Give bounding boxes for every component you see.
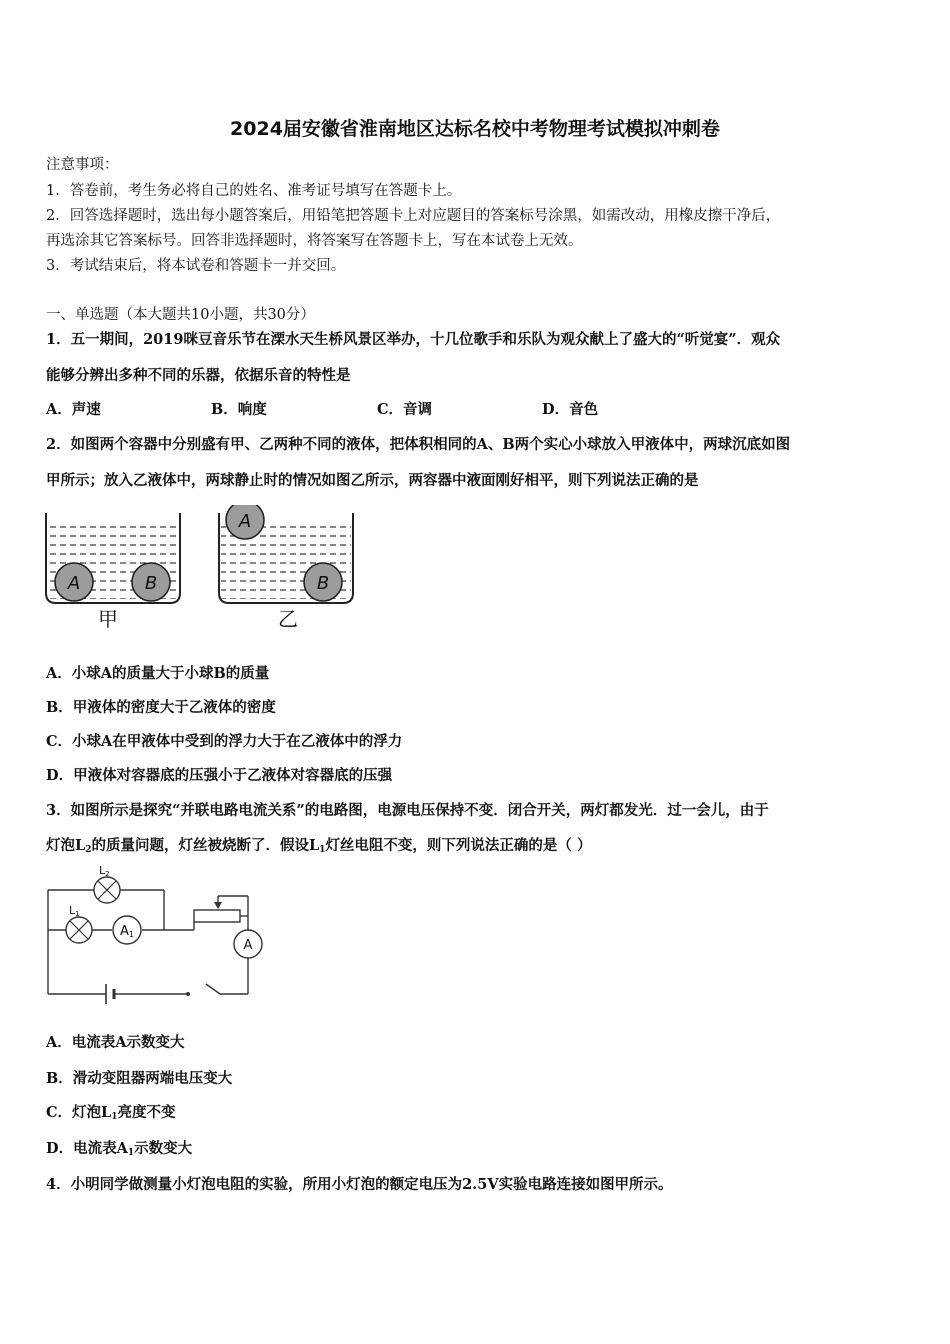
notice-item: 1．答卷前，考生务必将自己的姓名、准考证号填写在答题卡上。 — [46, 183, 462, 199]
notice-heading: 注意事项： — [46, 157, 119, 173]
container-jia — [46, 513, 180, 631]
ball-a-jia-label: A — [67, 573, 81, 594]
q1-option-d: D．音色 — [542, 401, 599, 418]
q1-option-a: A．声速 — [46, 401, 101, 418]
lamp-l2 — [94, 866, 120, 903]
q2-option-b: B．甲液体的密度大于乙液体的密度 — [46, 699, 276, 716]
section-heading: 一、单选题（本大题共10小题，共30分） — [46, 307, 315, 323]
q2-stem-line2: 甲所示；放入乙液体中，两球静止时的情况如图乙所示，两容器中液面刚好相平，则下列说法正确的是 — [46, 472, 699, 489]
q3-option-b: B．滑动变阻器两端电压变大 — [46, 1070, 233, 1087]
ammeter-a — [234, 930, 262, 958]
svg-text:L2: L2 — [99, 866, 110, 878]
ball-a-yi-label: A — [238, 511, 252, 532]
q2-containers-figure — [40, 505, 360, 635]
q3-stem-line2: 灯泡$L_2$的质量问题，灯丝被烧断了．假设$L_1$灯丝电阻不变，则下列说法正确的是（ ） — [46, 837, 592, 855]
ball-b-yi-label: B — [316, 573, 330, 594]
q1-option-c: C．音调 — [377, 401, 433, 418]
q3-option-c: C．灯泡$L_1$亮度不变 — [46, 1104, 176, 1122]
page-title: 2024届安徽省淮南地区达标名校中考物理考试模拟冲刺卷 — [230, 118, 720, 140]
lamp-l1 — [66, 904, 92, 943]
q3-option-a: A．电流表A示数变大 — [46, 1034, 185, 1051]
notice-item: 再选涂其它答案标号。回答非选择题时，将答案写在答题卡上，写在本试卷上无效。 — [46, 233, 583, 249]
svg-text:A1: A1 — [120, 924, 134, 939]
label-yi: 乙 — [278, 607, 298, 631]
q2-option-c: C．小球A在甲液体中受到的浮力大于在乙液体中的浮力 — [46, 733, 403, 750]
q2-option-d: D．甲液体对容器底的压强小于乙液体对容器底的压强 — [46, 767, 393, 784]
label-jia: 甲 — [98, 607, 118, 631]
q2-stem-line1: 2．如图两个容器中分别盛有甲、乙两种不同的液体，把体积相同的A、B两个实心小球放入甲液体中，两球沉底如图 — [46, 436, 791, 453]
svg-text:L1: L1 — [69, 904, 80, 918]
container-yi — [219, 505, 353, 631]
q1-stem-line2: 能够分辨出多种不同的乐器，依据乐音的特性是 — [46, 367, 351, 384]
q1-stem-line1: 1．五一期间，2019咪豆音乐节在溧水天生桥风景区举办，十几位歌手和乐队为观众献上了盛大的“听觉宴”．观众 — [46, 331, 781, 348]
notice-item: 3．考试结束后，将本试卷和答题卡一并交回。 — [46, 258, 346, 274]
q3-circuit-figure — [40, 866, 270, 1006]
notice-item: 2．回答选择题时，选出每小题答案后，用铅笔把答题卡上对应题目的答案标号涂黑，如需改动，用橡皮擦干净后， — [46, 208, 781, 224]
switch-contact — [186, 992, 190, 996]
ammeter-a1 — [113, 916, 141, 944]
q2-option-a: A．小球A的质量大于小球B的质量 — [46, 665, 270, 682]
svg-text:A: A — [243, 938, 253, 953]
q3-stem-line1: 3．如图所示是探究“并联电路电流关系”的电路图，电源电压保持不变．闭合开关，两灯都发光．过一会儿，由于 — [46, 802, 769, 819]
q1-option-b: B．响度 — [211, 401, 267, 418]
q4-stem-line1: 4．小明同学做测量小灯泡电阻的实验，所用小灯泡的额定电压为2.5V实验电路连接如图甲所示。 — [46, 1176, 673, 1193]
ball-b-jia-label: B — [144, 573, 158, 594]
q3-option-d: D．电流表$A_1$示数变大 — [46, 1140, 193, 1158]
